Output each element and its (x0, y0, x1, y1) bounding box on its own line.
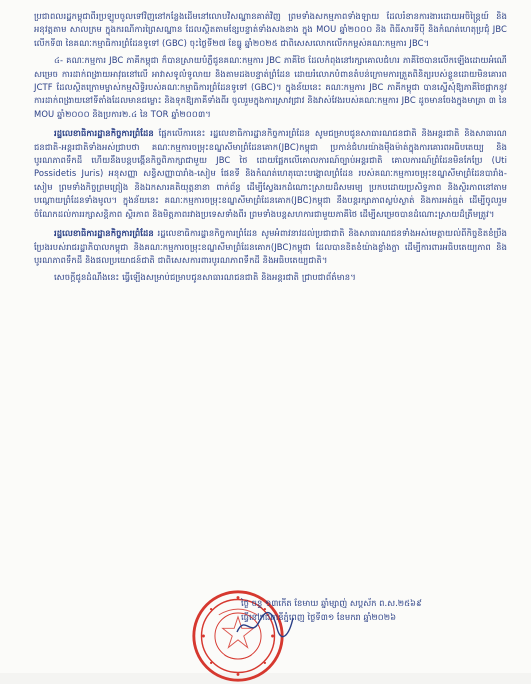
paragraph-3-lead: រដ្ឋលេខាធិការដ្ឋានកិច្ចការព្រំដែន (54, 128, 154, 139)
paragraph-3-body: ផ្អែកលើការនេះ រដ្ឋលេខាធិការដ្ឋានកិច្ចការព្រំដែន សូមជម្រាបជូនសាធារណជនជាតិ និងអន្តរជាតិ និងសាធារណជនជាតិ-អន្តរជាតិទាំងអស់ជ្រាបថា គណៈកម្មការចម្រុះខណ្ឌសីមាព្រំដែនគោក(JBC)កម្ពុជា ប្រកាន់ជំហរយ៉ាងម៉ឺងម៉ាត់ក្នុងការគោរពអធិបតេយ្យ និងបូរណភាពទឹកដី ហើយនឹងបន្តបង្កើនកិច្ចពិភាក្សាជាមួយ JBC ថៃ ដោយផ្អែកលើគោលការណ៍ច្បាប់អន្តរជាតិ គោលការណ៍ព្រំដែនមិនកែប្រែ (Uti Possidetis Juris) អនុសញ្ញា សន្ធិសញ្ញាបារាំង-សៀម ផែនទី និងកំណត់ហេតុបោះបង្គោលព្រំដែន របស់គណៈកម្មការចម្រុះខណ្ឌសីមាព្រំដែនបារាំង-សៀម ព្រមទាំងកិច្ចព្រមព្រៀង និងឯកសារគតិយុត្តនានា ពាក់ព័ន្ធ ដើម្បីស្វែងរកដំណោះស្រាយដ៏សមរម្យ ប្រកបដោយប្រសិទ្ធភាព និងស្ថិរភាពនៅតាមបណ្តោយព្រំដែនទាំងមូល។ ក្នុងន័យនេះ គណៈកម្មការចម្រុះខណ្ឌសីមាព្រំដែនគោក(JBC)កម្ពុជា នឹងបន្តរក្សាភាពស្ងប់ស្ងាត់ និងការអត់ធ្មត់ ដើម្បីចូលរួមចំណែកដល់ការរក្សាសន្តិភាព ស្ថិរភាព និងមិត្តភាពរវាងប្រទេសទាំងពីរ ព្រមទាំងបន្តសហការជាមួយភាគីថៃ ដើម្បីសម្រេចបានដំណោះស្រាយដ៏ត្រឹមត្រូវ។ (34, 128, 507, 219)
paragraph-2: ៤- គណៈកម្មការ JBC ភាគីកម្ពុជា ក៏បានស្រាយបំភ្លឺជូនគណៈកម្មការ JBC ភាគីថៃ ដែលកំពុងនៅរក្សាគោលជំហរ ភាគីថៃបានលើកឡើងដោយអំណើសម្រេច ការដាក់ពង្រាយអាវុធនៅលើ អាវាសទូលំទូលាយ និងតាមដងបន្ទាត់ព្រំដែន ដោយរំលោភបំពានតំបន់ក្រោមការត្រួតពិនិត្យរបស់ខ្លួនដោយមិនគោរព JCTF ដែលស្ថិតក្រោមម្ចាស់កម្មសិទ្ធិរបស់គណៈកម្មាធិការព្រំដែនទូទៅ (GBC)។ ក្នុងន័យនេះ គណៈកម្មការ JBC ភាគីកម្ពុជា បានស្នើសុំឱ្យភាគីថៃផ្អាកនូវការដាក់ពង្រាយនៅទីតាំងដែលមានជម្លោះ និងទុកឱ្យភាគីទាំងពីរ ចូលរួមក្នុងការស្រាវជ្រាវ និងវាស់វែងរបស់គណៈកម្មការ JBC ដូចមានចែងក្នុងមាត្រា ៣ នៃ MOU ឆ្នាំ២០០០ និងប្រការ២.៤ នៃ TOR ឆ្នាំ២០០៣។ (34, 55, 507, 119)
paragraph-4 (34, 227, 507, 267)
lunar-date-line: ថ្ងៃ ចន្ទ ១៣កើត ខែមាឃ ឆ្នាំម្សាញ់ សប្តស័ក ព.ស.២៥៦៩ (241, 598, 422, 608)
date-block (241, 596, 491, 624)
place-date-line: ធ្វើនៅរាជធានីភ្នំពេញ ថ្ងៃទី៣១ ខែមករា ឆ្នាំ២០២៦ (241, 612, 396, 622)
paragraph-1: ប្រជាពលរដ្ឋកម្ពុជាពីរប្រឡូបចូលទៅវិញនៅកន្លែងដើមនៅលោបវិសណ្ឋានគាត់វិញ ព្រមទាំងសកម្មភាពទាំងឡាយ ដែលរំខានការងារដោយអចិន្ត្រៃយ៍ និងអនុវត្តតាម សាលក្រម ក្នុងករណីការព្រៃសណ្ឋាន ដែលស្ថិតតាមខ្សែបន្ទាត់ទាំងសងខាង ក្នុង MOU ឆ្នាំ២០០០ និង ពិធីសារទីប៉ី និងកំណត់ហេតុប្រជុំ JBC លើកទី៣ នៃគណៈកម្មាធិការព្រំដែនទូទៅ (GBC) ចុះថ្ងៃទី២៧ ខែធ្នូ ឆ្នាំ២០២៥ ជាពិសេសលោកលើកកម្ពស់គណៈកម្មការ JBC។ (34, 11, 507, 48)
paragraph-4-body: រដ្ឋលេខាធិការដ្ឋានកិច្ចការព្រំដែន សូមអំពាវនាវដល់ប្រជាជាតិ និងសាធារណជនទាំងអស់មេត្តាយល់ពីកិច្ចខិតខំប្រឹងប្រែងរបស់រាជរដ្ឋាភិបាលកម្ពុជា និងគណៈកម្មការចម្រុះខណ្ឌសីមាព្រំដែនគោក(JBC)កម្ពុជា ដែលបានខិតខំយ៉ាងខ្លាំងក្លា ដើម្បីការពារអធិបតេយ្យភាព និងបូរណភាពទឹកដី និងផលប្រយោជន៍ជាតិ ជាពិសេសការពារបូរណភាពទឹកដី និងអធិបតេយ្យជាតិ។ (34, 228, 507, 265)
paragraph-3 (34, 127, 507, 221)
paragraph-4-lead: រដ្ឋលេខាធិការដ្ឋានកិច្ចការព្រំដែន (54, 228, 154, 239)
closing-paragraph: សេចក្តីជូនដំណឹងនេះ ធ្វើឡើងសម្រាប់ជម្រាបជូនសាធារណជនជាតិ និងអន្តរជាតិ ជ្រាបជាព័ត៌មាន។ (54, 272, 356, 283)
